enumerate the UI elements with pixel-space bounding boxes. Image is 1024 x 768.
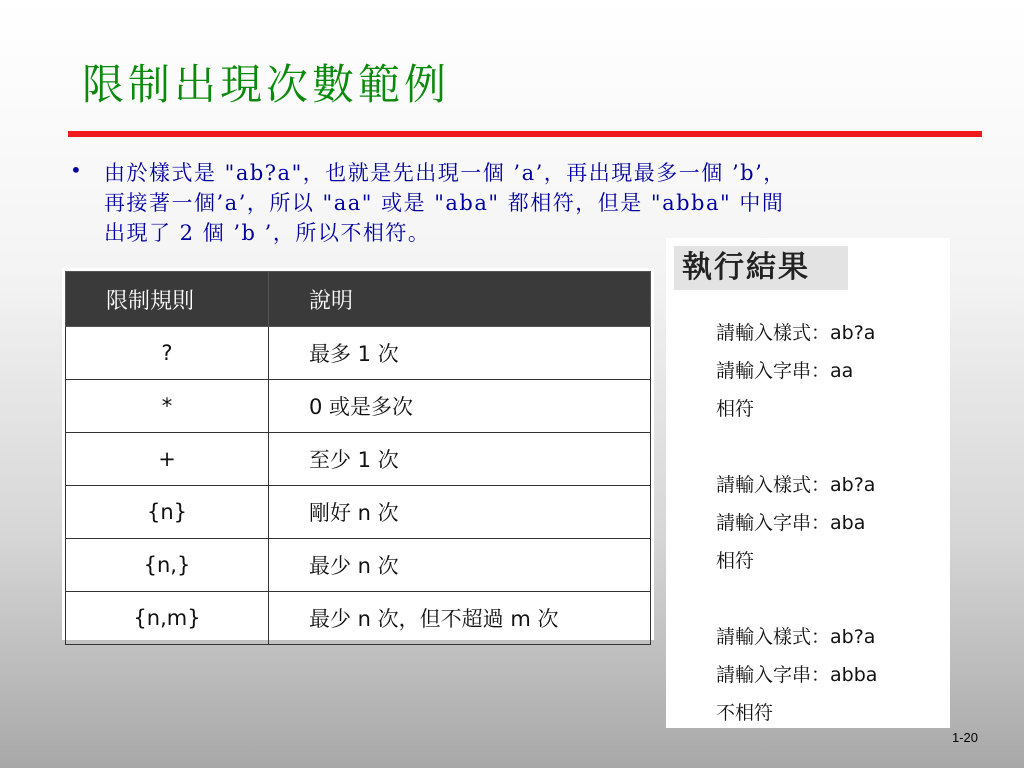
console-line: 請輸入字串：aa	[716, 360, 854, 382]
rule-cell: +	[66, 433, 269, 486]
rule-cell: *	[66, 380, 269, 433]
description-cell: 0 或是多次	[269, 380, 651, 433]
bullet-marker: •	[70, 158, 82, 182]
console-line: 不相符	[716, 702, 774, 724]
description-cell: 最少 n 次，但不超過 m 次	[269, 592, 651, 645]
description-cell: 最多 1 次	[269, 327, 651, 380]
console-line: 請輸入樣式：ab?a	[716, 322, 876, 344]
console-line: 請輸入樣式：ab?a	[716, 474, 876, 496]
table-row	[66, 433, 651, 486]
rule-cell: {n}	[66, 486, 269, 539]
console-blank-line	[716, 428, 877, 466]
bullet-line: 出現了 2 個 ’b ’，所以不相符。	[104, 221, 431, 245]
slide-title: 限制出現次數範例	[82, 60, 451, 109]
description-cell: 最少 n 次	[269, 539, 651, 592]
bullet-text	[104, 158, 964, 248]
console-line: 請輸入樣式：ab?a	[716, 626, 876, 648]
console-line: 相符	[716, 550, 755, 572]
description-cell: 剛好 n 次	[269, 486, 651, 539]
table-row	[66, 592, 651, 645]
table-row	[66, 327, 651, 380]
bullet-line: 由於樣式是 "ab?a"，也就是先出現一個 ’a’，再出現最多一個 ’b’，	[104, 161, 786, 185]
description-cell: 至少 1 次	[269, 433, 651, 486]
rules-table	[62, 268, 654, 640]
result-panel-header: 執行結果	[674, 246, 848, 290]
rule-cell: {n,m}	[66, 592, 269, 645]
table-header-row	[66, 272, 651, 327]
rule-cell: ?	[66, 327, 269, 380]
console-line: 相符	[716, 398, 755, 420]
bullet-line: 再接著一個’a’，所以 "aa" 或是 "aba" 都相符，但是 "abba" 中間	[104, 191, 785, 215]
column-header-rule: 限制規則	[66, 272, 269, 327]
console-line: 請輸入字串：aba	[716, 512, 866, 534]
rule-cell: {n,}	[66, 539, 269, 592]
table-row	[66, 539, 651, 592]
page-number: 1-20	[952, 730, 979, 745]
title-divider	[68, 131, 982, 137]
console-output	[716, 314, 877, 732]
table-row	[66, 380, 651, 433]
column-header-description: 說明	[269, 272, 651, 327]
table-row	[66, 486, 651, 539]
console-blank-line	[716, 580, 877, 618]
console-line: 請輸入字串：abba	[716, 664, 878, 686]
execution-result-panel	[666, 238, 950, 728]
